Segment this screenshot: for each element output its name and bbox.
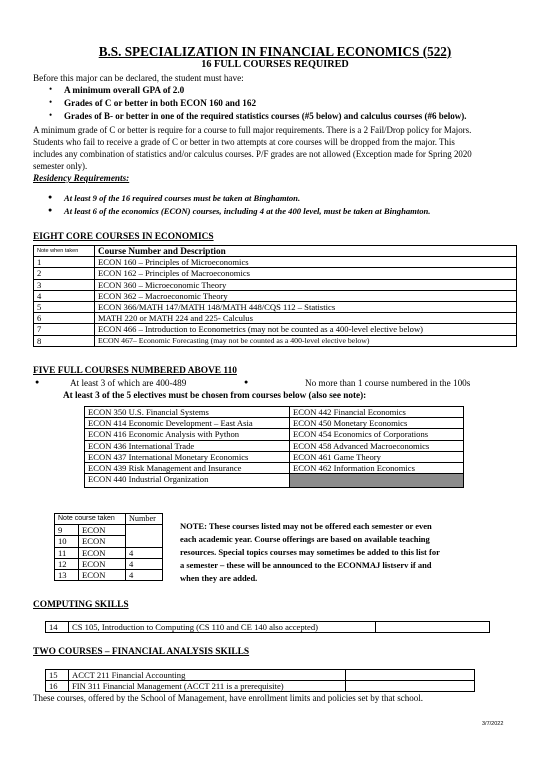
computing-table [45, 621, 490, 633]
elective-cell: ECON 442 Financial Economics [290, 407, 464, 418]
note-line: each academic year. Course offerings are based on available teaching [180, 534, 430, 544]
note-line: when they are added. [180, 573, 258, 583]
footer-text: These courses, offered by the School of Management, have enrollment limits and policies set by that school. [33, 693, 423, 703]
row-number: 10 [55, 536, 79, 547]
table-row [34, 279, 517, 290]
computing-heading: COMPUTING SKILLS [33, 600, 129, 610]
table-row [85, 407, 464, 418]
prereq-item: A minimum overall GPA of 2.0 [64, 85, 185, 95]
row-number: 13 [55, 570, 79, 581]
course-cell: ACCT 211 Financial Accounting [69, 670, 346, 681]
bullet-icon: ● [244, 378, 249, 386]
policy-line: A minimum grade of C or better is require for a course to full major requirements. There is a 2 Fail/Drop policy for Majors. [33, 125, 472, 135]
subject-cell: ECON [79, 536, 126, 547]
table-row [34, 290, 517, 301]
bullet-icon: ● [48, 206, 53, 214]
course-cell: ECON 162 – Principles of Macroeconomics [95, 268, 517, 279]
table-row [55, 547, 163, 558]
prereq-item: Grades of C or better in both ECON 160 and 162 [64, 98, 257, 108]
number-cell [126, 525, 163, 536]
row-number: 3 [34, 279, 95, 290]
note-cell [346, 670, 475, 681]
row-number: 6 [34, 313, 95, 324]
page-subtitle: 16 FULL COURSES REQUIRED [201, 59, 349, 70]
financial-table [45, 669, 475, 692]
table-row [46, 670, 475, 681]
core-header-note: Note when taken [34, 246, 95, 257]
bullet-icon: • [49, 84, 53, 94]
prereq-item: Grades of B- or better in one of the required statistics courses (#5 below) and calculus courses (#6 below). [64, 111, 467, 121]
core-heading: EIGHT CORE COURSES IN ECONOMICS [33, 232, 214, 242]
elective-cell: ECON 439 Risk Management and Insurance [85, 463, 290, 474]
table-row [34, 324, 517, 335]
table-row [55, 536, 163, 547]
row-number: 15 [46, 670, 69, 681]
course-cell: ECON 360 – Microeconomic Theory [95, 279, 517, 290]
table-row [34, 257, 517, 268]
table-row [34, 268, 517, 279]
table-row [85, 451, 464, 462]
course-cell: ECON 160 – Principles of Microeconomics [95, 257, 517, 268]
log-header-number: Number [126, 514, 163, 525]
course-cell: ECON 466 – Introduction to Econometrics (may not be counted as a 400-level elective below) [95, 324, 517, 335]
note-line: NOTE: These courses listed may not be offered each semester or even [180, 521, 432, 531]
elective-cell: ECON 416 Economic Analysis with Python [85, 429, 290, 440]
log-header-note: Note course taken [55, 514, 126, 525]
page-title: B.S. SPECIALIZATION IN FINANCIAL ECONOMICS (522) [98, 44, 452, 59]
elective-log-table [54, 513, 163, 581]
elective-cell: ECON 414 Economic Development – East Asia [85, 418, 290, 429]
five-bullet: At least 3 of which are 400-489 [70, 378, 187, 388]
table-row [85, 429, 464, 440]
row-number: 9 [55, 525, 79, 536]
bullet-icon: • [49, 97, 53, 107]
subject-cell: ECON [79, 547, 126, 558]
bullet-icon: • [49, 110, 53, 120]
core-courses-table [33, 245, 517, 347]
subject-cell: ECON [79, 570, 126, 581]
row-number: 14 [46, 622, 69, 633]
subject-cell: ECON [79, 525, 126, 536]
elective-cell: ECON 450 Monetary Economics [290, 418, 464, 429]
table-row [85, 474, 464, 488]
residency-heading: Residency Requirements: [33, 173, 130, 183]
table-row [85, 463, 464, 474]
table-row [55, 525, 163, 536]
course-cell: ECON 467– Economic Forecasting (may not be counted as a 400-level elective below) [95, 335, 517, 346]
course-cell: ECON 362 – Macroeconomic Theory [95, 290, 517, 301]
row-number: 11 [55, 547, 79, 558]
table-row [55, 558, 163, 569]
bullet-icon: ● [35, 378, 40, 386]
five-heading: FIVE FULL COURSES NUMBERED ABOVE 110 [33, 366, 237, 376]
number-cell: 4 [126, 570, 163, 581]
course-cell: CS 105, Introduction to Computing (CS 110 and CE 140 also accepted) [69, 622, 376, 633]
table-row [46, 622, 490, 633]
table-row [55, 570, 163, 581]
elective-cell: ECON 350 U.S. Financial Systems [85, 407, 290, 418]
policy-line: Students who fail to receive a grade of C or better in two attempts at core courses will be dropped from the major. This [33, 137, 455, 147]
elective-cell: ECON 462 Information Economics [290, 463, 464, 474]
row-number: 2 [34, 268, 95, 279]
elective-cell: ECON 436 International Trade [85, 440, 290, 451]
note-cell [376, 622, 490, 633]
elective-cell-empty [290, 474, 464, 488]
row-number: 7 [34, 324, 95, 335]
course-cell: FIN 311 Financial Management (ACCT 211 is a prerequisite) [69, 681, 346, 692]
note-line: resources. Special topics courses may sometimes be added to this list for [180, 547, 440, 557]
number-cell: 4 [126, 558, 163, 569]
table-row [85, 440, 464, 451]
table-row [46, 681, 475, 692]
bullet-icon: ● [48, 193, 53, 201]
row-number: 16 [46, 681, 69, 692]
row-number: 4 [34, 290, 95, 301]
course-cell: MATH 220 or MATH 224 and 225- Calculus [95, 313, 517, 324]
financial-heading: TWO COURSES – FINANCIAL ANALYSIS SKILLS [33, 647, 250, 657]
intro-text: Before this major can be declared, the student must have: [33, 73, 244, 83]
row-number: 12 [55, 558, 79, 569]
table-row [85, 418, 464, 429]
electives-table [84, 406, 464, 488]
number-cell: 4 [126, 547, 163, 558]
five-bullet: No more than 1 course numbered in the 100s [305, 378, 471, 388]
row-number: 5 [34, 302, 95, 313]
policy-line: semester only). [33, 161, 88, 171]
note-cell [346, 681, 475, 692]
residency-item: At least 6 of the economics (ECON) courses, including 4 at the 400 level, must be taken at Binghamton. [64, 206, 431, 216]
note-line: a semester – these will be announced to the ECONMAJ listserv if and [180, 560, 432, 570]
elective-cell: ECON 461 Game Theory [290, 451, 464, 462]
table-row [34, 313, 517, 324]
table-row [34, 302, 517, 313]
five-note: At least 3 of the 5 electives must be chosen from courses below (also see note): [63, 390, 367, 400]
number-cell [126, 536, 163, 547]
elective-cell: ECON 454 Economics of Corporations [290, 429, 464, 440]
table-row [34, 335, 517, 346]
policy-line: includes any combination of statistics and/or calculus courses. P/F grades are not allowed (Exception made for Spring 2020 [33, 149, 472, 159]
elective-cell: ECON 458 Advanced Macroeconomics [290, 440, 464, 451]
course-cell: ECON 366/MATH 147/MATH 148/MATH 448/CQS 112 – Statistics [95, 302, 517, 313]
residency-item: At least 9 of the 16 required courses must be taken at Binghamton. [64, 193, 301, 203]
row-number: 1 [34, 257, 95, 268]
row-number: 8 [34, 335, 95, 346]
subject-cell: ECON [79, 558, 126, 569]
elective-cell: ECON 437 International Monetary Economics [85, 451, 290, 462]
core-header-course: Course Number and Description [95, 246, 517, 257]
elective-cell: ECON 440 Industrial Organization [85, 474, 290, 488]
page-date: 3/7/2022 [482, 721, 504, 727]
